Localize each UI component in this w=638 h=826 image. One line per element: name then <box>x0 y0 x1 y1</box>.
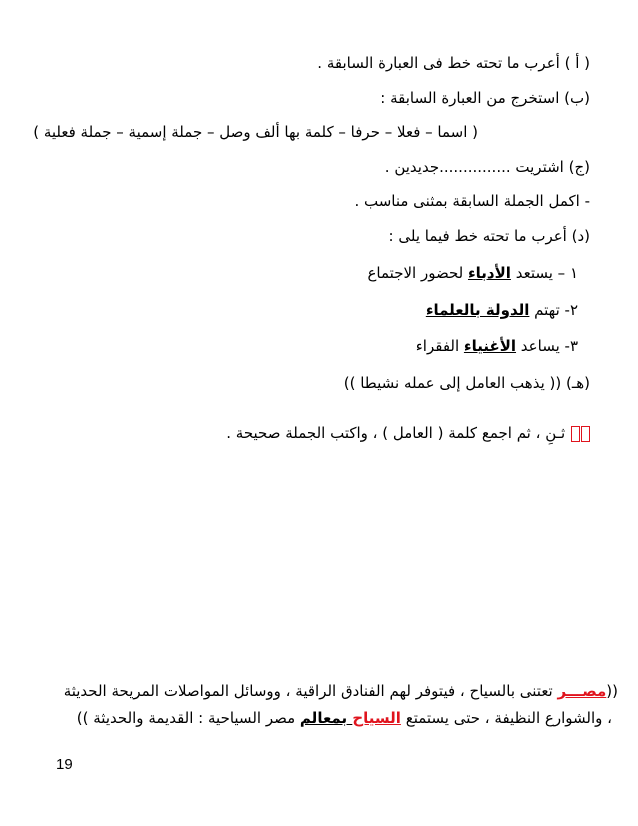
underlined-word: الأدباء <box>467 264 511 282</box>
question-b: (ب) استخرج من العبارة السابقة : <box>380 89 590 107</box>
item-text-post: الفقراء <box>415 337 464 355</box>
item-text-pre: ٢- تهتم <box>529 301 578 319</box>
underlined-word: مصـــر <box>557 682 607 700</box>
passage-text: تعتنى بالسياح ، فيتوفر لهم الفنادق الراقية ، ووسائل المواصلات المريحة الحديثة <box>63 682 558 700</box>
item-text-pre: ١ – يستعد <box>510 264 578 282</box>
page-number: 19 <box>56 756 73 773</box>
question-d: (د) أعرب ما تحته خط فيما يلى : <box>388 227 590 245</box>
passage-line-2 <box>77 708 612 728</box>
passage-text: مصر السياحية : القديمة والحديثة )) <box>76 709 300 727</box>
question-d-item-2 <box>426 300 578 320</box>
question-c-note: - اكمل الجملة السابقة بمثنى مناسب . <box>354 192 590 210</box>
underlined-word: الأغنياء <box>463 337 517 355</box>
missing-glyph-box <box>571 426 580 442</box>
question-d-item-3 <box>416 336 578 356</box>
underlined-word: بمعالم <box>299 709 353 727</box>
instruction-text: ثـنِ ، ثم اجمع كلمة ( العامل ) ، واكتب الجملة صحيحة . <box>226 424 566 442</box>
question-a: ( أ ) أعرب ما تحته خط فى العبارة السابقة . <box>317 54 590 72</box>
missing-glyph-box <box>581 426 590 442</box>
passage-text: ، والشوارع النظيفة ، حتى يستمتع <box>400 709 612 727</box>
question-c: (ج) اشتريت ...............جديدين . <box>384 158 590 176</box>
question-b-options: ( اسما – فعلا – حرفا – كلمة بها ألف وصل – جملة إسمية – جملة فعلية ) <box>33 123 478 141</box>
question-e-instruction <box>226 423 590 443</box>
question-d-item-1 <box>367 263 578 283</box>
passage-open: (( <box>606 682 618 700</box>
item-text-pre: ٣- يساعد <box>516 337 578 355</box>
underlined-word: الدولة بالعلماء <box>425 301 530 319</box>
passage-line-1 <box>64 681 618 701</box>
underlined-word: السياح <box>352 709 401 727</box>
question-e: (هـ) (( يذهب العامل إلى عمله نشيطا )) <box>343 374 590 392</box>
item-text-post: لحضور الاجتماع <box>367 264 468 282</box>
